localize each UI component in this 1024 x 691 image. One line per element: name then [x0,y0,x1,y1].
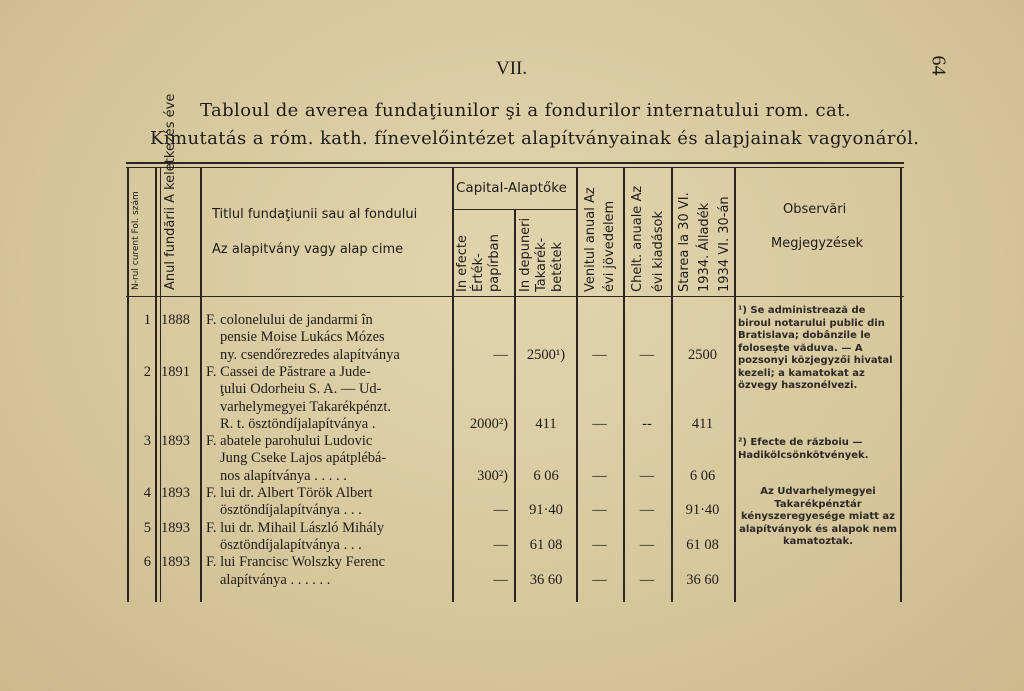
row-title-line: F. lui dr. Mihail László Mihály [206,519,385,536]
row-income: — [592,415,607,432]
row-expenses: — [639,536,655,553]
table-top-rule [126,162,904,164]
header-status: Starea la 30 VI. 1934. Álladék 1934 VI. 30-án [677,192,732,292]
row-number: 4 [143,485,151,501]
row-title-line: alapítványa . . . . . . [220,571,331,588]
title-romanian: Tabloul de averea fundaţiunilor şi a fondurilor internatului rom. cat. [200,100,851,121]
row-title-line: F. Cassei de Păstrare a Jude- [206,363,371,380]
row-number: 1 [143,312,151,328]
row-effects: 2000²) [469,415,508,432]
row-income: — [592,571,607,588]
row-status: 6 06 [689,467,716,484]
header-capital: Capital-Alaptőke [456,180,567,196]
row-status: 2500 [688,346,717,363]
note-1: ¹) Se administrează de biroul notarului public din Bratislava; dobânzile le foloseşte văduva. — A pozsonyi közjegyzői hivatal kezeli; a kamatokat az özvegy haszonélvezi. [738,305,893,391]
row-deposits: 36 60 [529,571,563,588]
row-status: 411 [691,415,714,432]
row-number: 3 [143,433,151,450]
row-income: — [592,346,607,363]
row-title-line: pensie Moise Lukács Mózes [220,329,385,346]
row-income: — [592,467,607,484]
note-3: Az Udvarhelymegyei Takarékpénztár kényszeregyesége miatt az alapítványok és alapok nem kamatoztak. [739,486,897,547]
header-observations-ro: Observări [783,202,847,217]
row-income: — [592,502,607,519]
row-deposits: 411 [535,415,557,432]
header-observations-hu: Megjegyzések [771,236,864,251]
row-status: 61 08 [686,536,719,553]
header-title-hu: Az alapitvány vagy alap cime [212,242,404,257]
row-deposits: 91·40 [529,502,563,519]
header-expenses: Chelt. anuale Az évi kiadások [630,185,666,292]
col-line [155,167,157,602]
row-status: 36 60 [686,571,719,588]
row-effects: — [493,346,508,363]
col-line [200,167,202,602]
row-title-line: F. colonelului de jandarmi în [206,312,373,328]
page-number: 64 [927,55,950,76]
row-deposits: 6 06 [533,467,559,484]
note-2: ²) Efecte de războiu — Hadikölcsönkötvények. [738,437,869,461]
row-title-line: R. t. ösztöndíjalapítványa . [220,415,376,432]
row-effects: — [493,502,508,519]
header-income: Venitul anual Az évi jövedelem [583,187,617,292]
row-effects: — [493,571,508,588]
row-year: 1893 [161,433,190,450]
row-expenses: — [639,502,655,519]
header-nr: N-rul curent Fol. szám [131,191,141,290]
row-year: 1891 [161,363,190,380]
row-number: 6 [143,554,151,571]
row-title-line: ny. csendőrezredes alapítványa [220,346,400,363]
row-title-line: ţului Odorheiu S. A. — Ud- [220,381,382,398]
row-title-line: F. lui dr. Albert Török Albert [206,485,373,501]
header-effects: In efecte Érték-papírban [455,234,502,292]
row-year: 1893 [161,554,190,571]
col-line [127,167,129,602]
header-title-ro: Titlul fundaţiunii sau al fondului [212,207,418,222]
col-line [900,167,902,602]
row-expenses: — [639,571,655,588]
row-income: — [592,536,607,553]
row-year: 1893 [161,519,190,536]
row-year: 1893 [161,485,190,501]
row-number: 5 [143,519,151,536]
row-expenses: — [639,467,655,484]
row-year: 1888 [161,312,190,328]
title-hungarian: Kimutatás a róm. kath. fínevelőintézet alapítványainak és alapjainak vagyonáról. [150,128,920,149]
header-year: Anul fundării A keletkezés éve [163,93,178,290]
row-expenses: -- [642,415,652,432]
row-title-line: F. abatele parohului Ludovic [206,433,373,450]
header-deposits: In depuneri Takarék-betétek [518,217,565,292]
row-title-line: Jung Cseke Lajos apátplébá- [220,450,387,467]
row-deposits: 2500¹) [526,346,566,363]
row-title-line: varhelymegyei Takarékpénzt. [220,398,392,415]
row-title-line: nos alapítványa . . . . . [220,467,347,484]
table-top-rule-2 [126,167,904,168]
row-title-line: ösztöndíjalapítványa . . . [220,536,362,553]
row-title-line: F. lui Francisc Wolszky Ferenc [206,554,386,571]
col-line [160,167,161,602]
section-number: VII. [496,58,528,79]
row-expenses: — [639,346,655,363]
row-title-line: ösztöndíjalapítványa . . . [220,502,362,519]
row-status: 91·40 [685,502,720,519]
row-number: 2 [143,363,151,380]
row-effects: — [493,536,508,553]
row-effects: 300²) [477,467,508,484]
row-deposits: 61 08 [529,536,563,553]
